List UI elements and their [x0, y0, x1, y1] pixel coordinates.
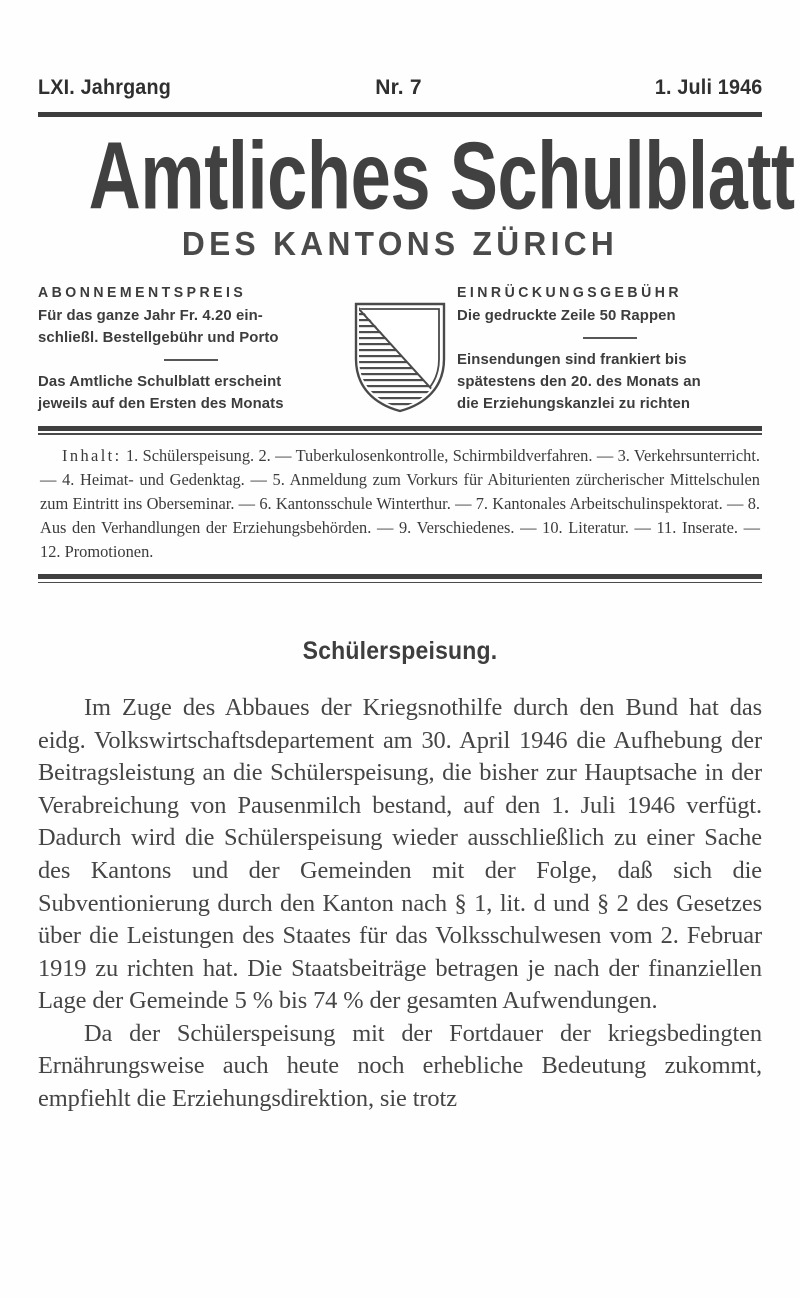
- subscription-price-line-1: Für das ganze Jahr Fr. 4.20 ein-: [38, 306, 263, 324]
- advertising-divider: [583, 337, 637, 339]
- submission-note-line-2: spätestens den 20. des Monats an: [457, 373, 701, 391]
- publication-title: Amtliches Schulblatt: [88, 121, 795, 230]
- article-paragraph-2: Da der Schülerspeisung mit der Fortdauer der kriegsbedingten Ernährungsweise auch heute noch erhebliche Bedeutung zukommt, empfiehlt die Erziehungsdirektion, sie trotz: [38, 1019, 762, 1113]
- issue-number: Nr. 7: [375, 76, 422, 99]
- masthead: [38, 121, 795, 263]
- advertising-heading: EINRÜCKUNGSGEBÜHR: [457, 284, 683, 301]
- article-paragraph-1: Im Zuge des Abbaues der Kriegsnothilfe durch den Bund hat das eidg. Volkswirtschaftsdepartement am 30. April 1946 die Aufhebung der Beitragsleistung an die Schülerspeisung, die bisher zur Hauptsache in der Verabreichung von Pausenmilch bestand, auf den 1. Juli 1946 verfügt. Dadurch wird die Schülerspeisung wieder ausschließlich zu einer Sache des Kantons und der Gemeinden mit der Folge, daß sich die Subventionierung durch den Kanton nach § 1, lit. d und § 2 des Gesetzes über die Leistungen des Staates für das Volksschulwesen vom 2. Februar 1919 zu richten hat. Die Staatsbeiträge betragen je nach der finanziellen Lage der Gemeinde 5 % bis 74 % der gesamten Aufwendungen.: [38, 694, 762, 1015]
- subscription-info: [38, 285, 343, 416]
- table-of-contents: [38, 444, 762, 565]
- issue-header: [38, 0, 762, 100]
- article-schuelerspeisung: [38, 637, 762, 1116]
- page-content-area: [38, 0, 795, 1299]
- issue-date: 1. Juli 1946: [654, 76, 762, 99]
- contents-top-rule: [38, 426, 762, 435]
- advertising-rate-line: Die gedruckte Zeile 50 Rappen: [457, 306, 676, 324]
- submission-note-line-1: Einsendungen sind frankiert bis: [457, 350, 687, 368]
- volume-label: LXI. Jahrgang: [38, 76, 171, 99]
- subscription-price-line-2: schließl. Bestellgebühr und Porto: [38, 328, 279, 346]
- subscription-divider: [164, 359, 218, 361]
- zurich-coat-of-arms: [354, 301, 446, 413]
- contents-label: Inhalt:: [62, 445, 122, 465]
- publication-frequency-line-1: Das Amtliche Schulblatt erscheint: [38, 373, 282, 391]
- article-body: [38, 692, 762, 1116]
- publication-frequency-line-2: jeweils auf den Ersten des Monats: [38, 395, 284, 413]
- header-rule: [38, 112, 762, 117]
- publication-subtitle: DES KANTONS ZÜRICH: [181, 224, 619, 262]
- zurich-coat-of-arms-container: [352, 301, 448, 413]
- submission-note-line-3: die Erziehungskanzlei zu richten: [457, 395, 691, 413]
- subscription-heading: ABONNEMENTSPREIS: [38, 284, 247, 301]
- masthead-info-block: [38, 285, 762, 416]
- advertising-info: [457, 285, 762, 416]
- contents-text: 1. Schülerspeisung. 2. — Tuberkulosenkontrolle, Schirmbildverfahren. — 3. Verkehrsunterricht. — 4. Heimat- und Gedenktag. — 5. Anmeldung zum Vorkurs für Abiturienten zürcherischer Mittelschulen zum Eintritt ins Oberseminar. — 6. Kantonsschule Winterthur. — 7. Kantonales Arbeitschulinspektorat. — 8. Aus den Verhandlungen der Erziehungsbehörden. — 9. Verschiedenes. — 10. Literatur. — 11. Inserate. — 12. Promotionen.: [40, 445, 760, 561]
- contents-bottom-rule: [38, 574, 762, 583]
- article-title: Schülerspeisung.: [302, 637, 498, 666]
